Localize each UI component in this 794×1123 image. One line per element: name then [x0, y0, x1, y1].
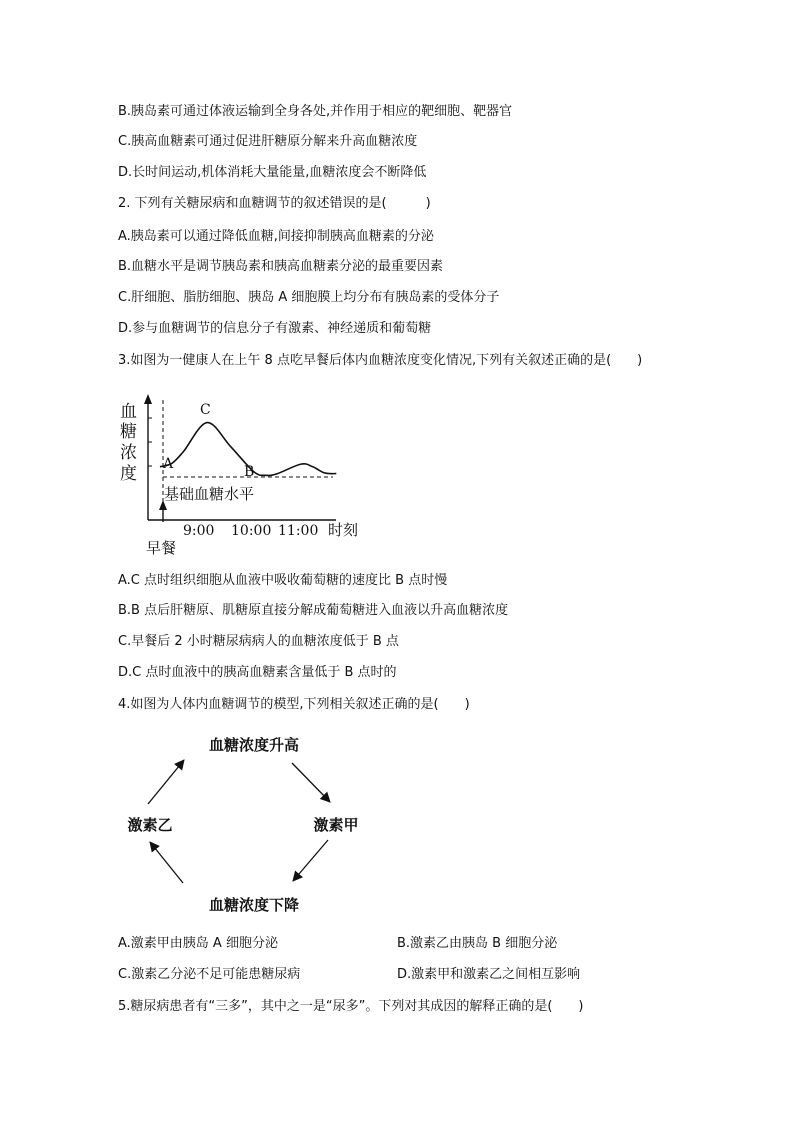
y-axis-arrow	[144, 394, 152, 404]
q3-option-b: B.B 点后肝糖原、肌糖原直接分解成葡萄糖进入血液以升高血糖浓度	[118, 603, 509, 618]
q3-option-a: A.C 点时组织细胞从血液中吸收葡萄糖的速度比 B 点时慢	[118, 573, 448, 588]
q1-option-b: B.胰岛素可通过体液运输到全身各处,并作用于相应的靶细胞、靶器官	[118, 104, 513, 119]
q2-option-c: C.肝细胞、脂肪细胞、胰岛 A 细胞膜上均分布有胰岛素的受体分子	[118, 290, 500, 305]
q4-option-a: A.激素甲由胰岛 A 细胞分泌	[118, 936, 278, 951]
q4-option-b: B.激素乙由胰岛 B 细胞分泌	[397, 936, 558, 951]
baseline-label: 基础血糖水平	[164, 485, 255, 503]
node-glucose-fall: 血糖浓度下降	[208, 896, 300, 914]
ylabel-char: 糖	[120, 422, 137, 442]
x-tick-label: 9:00	[183, 523, 215, 539]
arrow-rise-to-jia	[292, 763, 330, 802]
ylabel-char: 浓	[120, 443, 137, 463]
x-tick-label: 10:00	[231, 523, 272, 539]
point-label-c: C	[200, 402, 211, 418]
q3-option-d: D.C 点时血液中的胰高血糖素含量低于 B 点时的	[118, 665, 397, 680]
arrow-jia-to-fall	[293, 840, 328, 881]
q2-option-b: B.血糖水平是调节胰岛素和胰高血糖素分泌的最重要因素	[118, 259, 444, 274]
q1-option-c: C.胰高血糖素可通过促进肝糖原分解来升高血糖浓度	[118, 134, 418, 149]
q4-stem: 4.如图为人体内血糖调节的模型,下列相关叙述正确的是( )	[118, 697, 470, 712]
q5-stem: 5.糖尿病患者有“三多”，其中之一是“尿多”。下列对其成因的解释正确的是( )	[118, 999, 584, 1014]
node-hormone-yi: 激素乙	[127, 816, 173, 834]
x-axis-label: 时刻	[328, 521, 359, 539]
q2-stem: 2. 下列有关糖尿病和血糖调节的叙述错误的是( )	[118, 196, 431, 211]
q4-option-c: C.激素乙分泌不足可能患糖尿病	[118, 967, 301, 982]
q2-option-a: A.胰岛素可以通过降低血糖,间接抑制胰高血糖素的分泌	[118, 229, 434, 244]
point-label-b: B	[244, 464, 255, 480]
x-tick-label: 11:00	[278, 523, 319, 539]
arrow-yi-to-rise	[148, 760, 184, 804]
breakfast-label: 早餐	[146, 539, 177, 557]
y-axis-label	[120, 402, 137, 484]
q3-stem: 3.如图为一健康人在上午 8 点吃早餐后体内血糖浓度变化情况,下列有关叙述正确的是( )	[118, 353, 643, 368]
q2-option-d: D.参与血糖调节的信息分子有激素、神经递质和葡萄糖	[118, 321, 432, 336]
q1-option-d: D.长时间运动,机体消耗大量能量,血糖浓度会不断降低	[118, 165, 427, 180]
node-glucose-rise: 血糖浓度升高	[208, 736, 300, 754]
point-label-a: A	[163, 456, 174, 472]
blood-glucose-chart	[118, 392, 368, 560]
ylabel-char: 血	[120, 402, 137, 422]
regulation-cycle-diagram	[118, 728, 388, 923]
ylabel-char: 度	[120, 464, 137, 484]
q3-option-c: C.早餐后 2 小时糖尿病病人的血糖浓度低于 B 点	[118, 634, 399, 649]
arrow-fall-to-yi	[150, 842, 183, 883]
node-hormone-jia: 激素甲	[313, 816, 359, 834]
q4-option-d: D.激素甲和激素乙之间相互影响	[397, 967, 581, 982]
